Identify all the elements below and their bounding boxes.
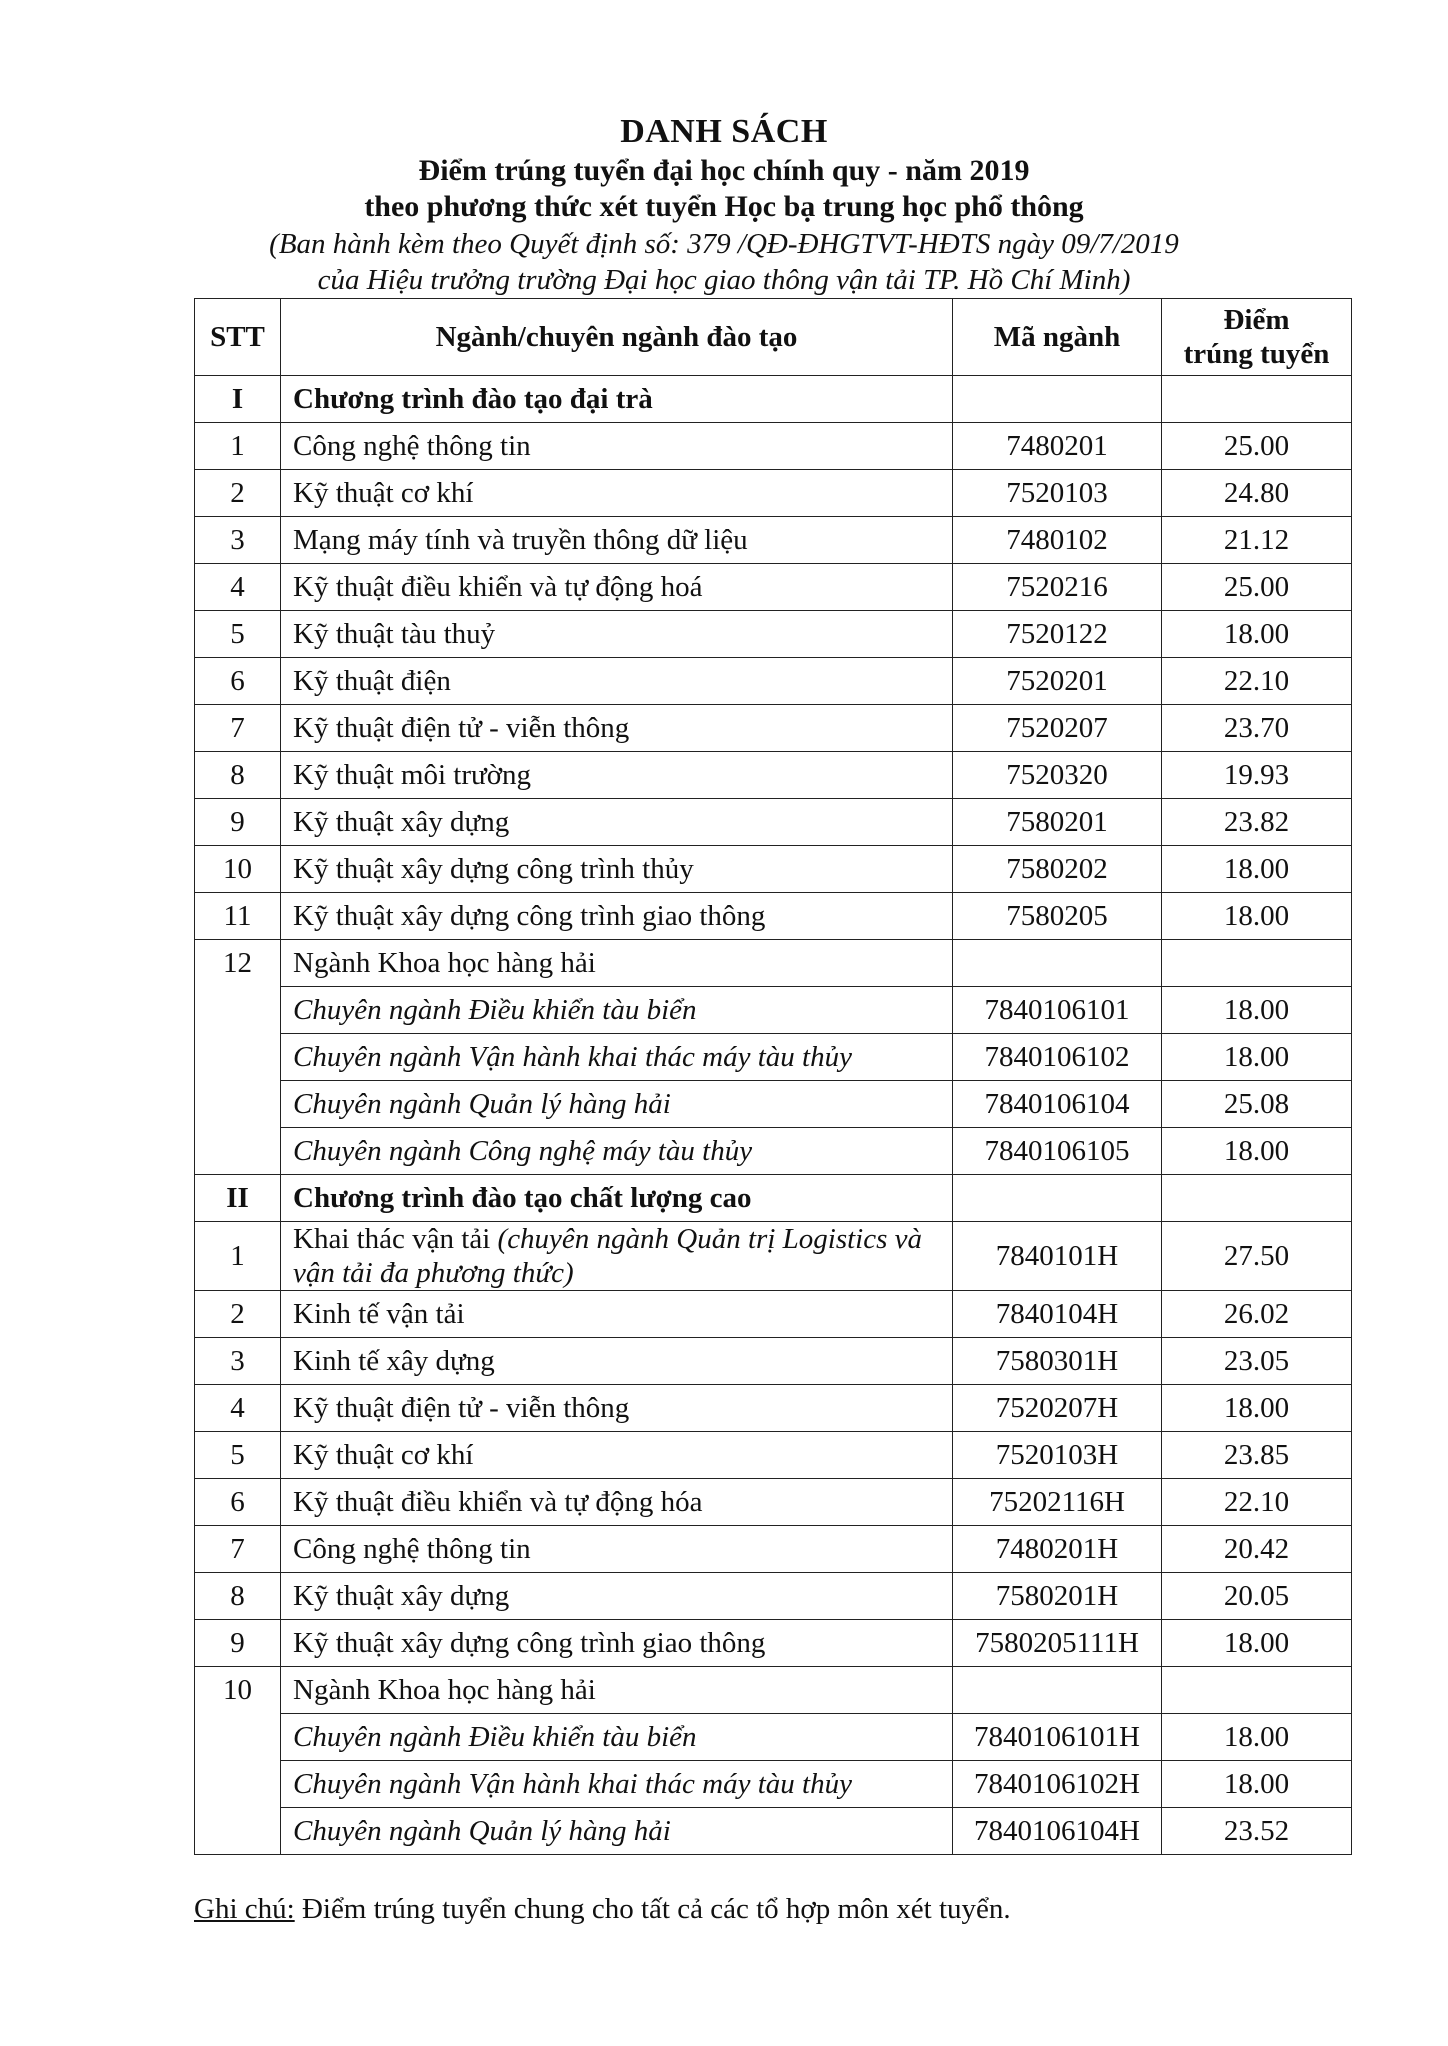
table-row xyxy=(195,1081,1352,1128)
row-score: 20.05 xyxy=(1162,1573,1352,1620)
table-row xyxy=(195,1128,1352,1175)
row-program: Kỹ thuật xây dựng xyxy=(281,1573,953,1620)
row-stt: 2 xyxy=(195,1291,281,1338)
table-row xyxy=(195,1432,1352,1479)
row-score: 18.00 xyxy=(1162,1714,1352,1761)
document-title: DANH SÁCH xyxy=(620,113,828,150)
row-score: 19.93 xyxy=(1162,752,1352,799)
row-code: 7520122 xyxy=(953,611,1162,658)
row-score xyxy=(1162,1667,1352,1714)
row-program: Kỹ thuật xây dựng công trình giao thông xyxy=(281,1620,953,1667)
row-stt: 1 xyxy=(195,423,281,470)
row-program: Kỹ thuật điện tử - viễn thông xyxy=(281,705,953,752)
row-score: 22.10 xyxy=(1162,1479,1352,1526)
row-stt: 1 xyxy=(195,1222,281,1291)
row-stt: 11 xyxy=(195,893,281,940)
row-program: Kỹ thuật điện xyxy=(281,658,953,705)
program-specialization: (chuyên ngành Quản trị Logistics và vận tải đa phương thức) xyxy=(293,1223,923,1289)
row-score: 18.00 xyxy=(1162,1385,1352,1432)
row-score: 23.82 xyxy=(1162,799,1352,846)
header-program: Ngành/chuyên ngành đào tạo xyxy=(281,299,953,376)
row-stt: 3 xyxy=(195,1338,281,1385)
row-stt xyxy=(195,1128,281,1175)
header-stt: STT xyxy=(195,299,281,376)
document-subtitle: Điểm trúng tuyển đại học chính quy - năm 2019 xyxy=(418,154,1030,187)
row-program: Chuyên ngành Điều khiển tàu biển xyxy=(281,987,953,1034)
row-program: Kỹ thuật điều khiển và tự động hóa xyxy=(281,1479,953,1526)
table-row xyxy=(195,517,1352,564)
row-code xyxy=(953,1175,1162,1222)
row-stt: 8 xyxy=(195,752,281,799)
row-stt: 7 xyxy=(195,1526,281,1573)
row-score: 25.00 xyxy=(1162,423,1352,470)
row-stt: 5 xyxy=(195,1432,281,1479)
row-program: Chương trình đào tạo chất lượng cao xyxy=(281,1175,953,1222)
row-score: 18.00 xyxy=(1162,1128,1352,1175)
row-stt xyxy=(195,1808,281,1855)
row-program: Công nghệ thông tin xyxy=(281,423,953,470)
row-score: 20.42 xyxy=(1162,1526,1352,1573)
row-code: 7580205111H xyxy=(953,1620,1162,1667)
header-score-line2: trúng tuyển xyxy=(1183,338,1330,370)
table-row xyxy=(195,987,1352,1034)
row-stt: 9 xyxy=(195,1620,281,1667)
row-stt: 3 xyxy=(195,517,281,564)
row-score: 21.12 xyxy=(1162,517,1352,564)
table-header-row xyxy=(195,299,1352,376)
table-row xyxy=(195,940,1352,987)
row-score: 23.70 xyxy=(1162,705,1352,752)
table-row xyxy=(195,893,1352,940)
row-stt: I xyxy=(195,376,281,423)
row-program: Chương trình đào tạo đại trà xyxy=(281,376,953,423)
row-stt: 6 xyxy=(195,1479,281,1526)
row-code: 7840104H xyxy=(953,1291,1162,1338)
row-stt xyxy=(195,1034,281,1081)
row-score xyxy=(1162,1175,1352,1222)
row-score: 18.00 xyxy=(1162,893,1352,940)
row-score: 18.00 xyxy=(1162,1034,1352,1081)
row-stt: 7 xyxy=(195,705,281,752)
row-code: 7840106104 xyxy=(953,1081,1162,1128)
row-score: 23.05 xyxy=(1162,1338,1352,1385)
row-program: Ngành Khoa học hàng hải xyxy=(281,940,953,987)
row-program: Kỹ thuật xây dựng công trình giao thông xyxy=(281,893,953,940)
row-score: 18.00 xyxy=(1162,846,1352,893)
row-code: 7840106101 xyxy=(953,987,1162,1034)
row-stt: 10 xyxy=(195,846,281,893)
table-body xyxy=(195,376,1352,1855)
row-program: Kỹ thuật môi trường xyxy=(281,752,953,799)
row-stt xyxy=(195,1081,281,1128)
row-program: Ngành Khoa học hàng hải xyxy=(281,1667,953,1714)
row-code xyxy=(953,940,1162,987)
row-program: Chuyên ngành Vận hành khai thác máy tàu thủy xyxy=(281,1761,953,1808)
table-row xyxy=(195,1338,1352,1385)
row-program: Kỹ thuật tàu thuỷ xyxy=(281,611,953,658)
row-score: 23.52 xyxy=(1162,1808,1352,1855)
header-score xyxy=(1162,299,1352,376)
row-program: Kinh tế xây dựng xyxy=(281,1338,953,1385)
row-stt xyxy=(195,1714,281,1761)
table-row xyxy=(195,846,1352,893)
row-stt: 5 xyxy=(195,611,281,658)
row-score: 18.00 xyxy=(1162,987,1352,1034)
row-stt: 12 xyxy=(195,940,281,987)
row-code: 7520207H xyxy=(953,1385,1162,1432)
row-score: 24.80 xyxy=(1162,470,1352,517)
table-row xyxy=(195,423,1352,470)
row-code xyxy=(953,1667,1162,1714)
table-row xyxy=(195,1620,1352,1667)
row-score: 22.10 xyxy=(1162,658,1352,705)
row-program: Kỹ thuật điện tử - viễn thông xyxy=(281,1385,953,1432)
table-row xyxy=(195,799,1352,846)
row-code: 7480201H xyxy=(953,1526,1162,1573)
table-row xyxy=(195,1714,1352,1761)
row-code: 7480102 xyxy=(953,517,1162,564)
row-program: Chuyên ngành Công nghệ máy tàu thủy xyxy=(281,1128,953,1175)
row-code: 7520201 xyxy=(953,658,1162,705)
admission-scores-table xyxy=(194,298,1352,1855)
row-stt: 2 xyxy=(195,470,281,517)
table-row xyxy=(195,1385,1352,1432)
row-score: 25.08 xyxy=(1162,1081,1352,1128)
row-program: Kỹ thuật cơ khí xyxy=(281,470,953,517)
row-program: Kỹ thuật xây dựng công trình thủy xyxy=(281,846,953,893)
header-score-line1: Điểm xyxy=(1223,304,1290,336)
row-code: 7520207 xyxy=(953,705,1162,752)
row-score: 18.00 xyxy=(1162,611,1352,658)
row-score: 23.85 xyxy=(1162,1432,1352,1479)
row-code: 7840106102 xyxy=(953,1034,1162,1081)
row-stt: 8 xyxy=(195,1573,281,1620)
row-score xyxy=(1162,376,1352,423)
row-program: Chuyên ngành Quản lý hàng hải xyxy=(281,1808,953,1855)
row-stt: 9 xyxy=(195,799,281,846)
section-row xyxy=(195,376,1352,423)
row-code: 7520103H xyxy=(953,1432,1162,1479)
footnote-label: Ghi chú: xyxy=(194,1893,295,1925)
row-code: 7840106102H xyxy=(953,1761,1162,1808)
row-score: 26.02 xyxy=(1162,1291,1352,1338)
row-code: 7580201 xyxy=(953,799,1162,846)
row-code: 7520103 xyxy=(953,470,1162,517)
row-stt: 4 xyxy=(195,1385,281,1432)
program-name: Khai thác vận tải xyxy=(293,1223,491,1255)
table-row xyxy=(195,1034,1352,1081)
table-row xyxy=(195,1808,1352,1855)
decision-note-issuer: của Hiệu trưởng trường Đại học giao thông vận tải TP. Hồ Chí Minh) xyxy=(317,264,1131,296)
row-score: 27.50 xyxy=(1162,1222,1352,1291)
row-code: 7580201H xyxy=(953,1573,1162,1620)
table-row xyxy=(195,705,1352,752)
row-code: 7580202 xyxy=(953,846,1162,893)
row-code: 75202116H xyxy=(953,1479,1162,1526)
table-row xyxy=(195,1667,1352,1714)
row-code: 7520216 xyxy=(953,564,1162,611)
footnote xyxy=(194,1893,1011,1926)
row-program: Kỹ thuật xây dựng xyxy=(281,799,953,846)
table-row xyxy=(195,564,1352,611)
row-code: 7580301H xyxy=(953,1338,1162,1385)
row-code xyxy=(953,376,1162,423)
document-subtitle-method: theo phương thức xét tuyển Học bạ trung học phổ thông xyxy=(364,190,1084,223)
table-row xyxy=(195,1761,1352,1808)
row-code: 7840106101H xyxy=(953,1714,1162,1761)
decision-note: (Ban hành kèm theo Quyết định số: 379 /QĐ-ĐHGTVT-HĐTS ngày 09/7/2019 xyxy=(269,228,1179,260)
table-row xyxy=(195,1526,1352,1573)
row-score: 25.00 xyxy=(1162,564,1352,611)
row-score xyxy=(1162,940,1352,987)
row-program: Kỹ thuật cơ khí xyxy=(281,1432,953,1479)
table-row xyxy=(195,1479,1352,1526)
row-stt: 10 xyxy=(195,1667,281,1714)
row-score: 18.00 xyxy=(1162,1761,1352,1808)
row-code: 7840106105 xyxy=(953,1128,1162,1175)
row-program: Kỹ thuật điều khiển và tự động hoá xyxy=(281,564,953,611)
row-stt: 6 xyxy=(195,658,281,705)
row-stt xyxy=(195,987,281,1034)
row-program: Chuyên ngành Quản lý hàng hải xyxy=(281,1081,953,1128)
row-code: 7840106104H xyxy=(953,1808,1162,1855)
row-program: Chuyên ngành Điều khiển tàu biển xyxy=(281,1714,953,1761)
row-code: 7480201 xyxy=(953,423,1162,470)
row-program xyxy=(281,1222,953,1291)
footnote-text: Điểm trúng tuyển chung cho tất cả các tổ hợp môn xét tuyển. xyxy=(294,1893,1011,1925)
row-program: Kinh tế vận tải xyxy=(281,1291,953,1338)
table-row xyxy=(195,1573,1352,1620)
row-stt: II xyxy=(195,1175,281,1222)
row-program: Mạng máy tính và truyền thông dữ liệu xyxy=(281,517,953,564)
row-stt: 4 xyxy=(195,564,281,611)
table-row xyxy=(195,611,1352,658)
table-row xyxy=(195,470,1352,517)
table-row xyxy=(195,658,1352,705)
header-code: Mã ngành xyxy=(953,299,1162,376)
row-stt xyxy=(195,1761,281,1808)
row-program: Chuyên ngành Vận hành khai thác máy tàu thủy xyxy=(281,1034,953,1081)
section-row xyxy=(195,1175,1352,1222)
table-row xyxy=(195,1291,1352,1338)
row-code: 7580205 xyxy=(953,893,1162,940)
row-code: 7520320 xyxy=(953,752,1162,799)
row-code: 7840101H xyxy=(953,1222,1162,1291)
row-score: 18.00 xyxy=(1162,1620,1352,1667)
row-program: Công nghệ thông tin xyxy=(281,1526,953,1573)
table-row xyxy=(195,1222,1352,1291)
table-row xyxy=(195,752,1352,799)
